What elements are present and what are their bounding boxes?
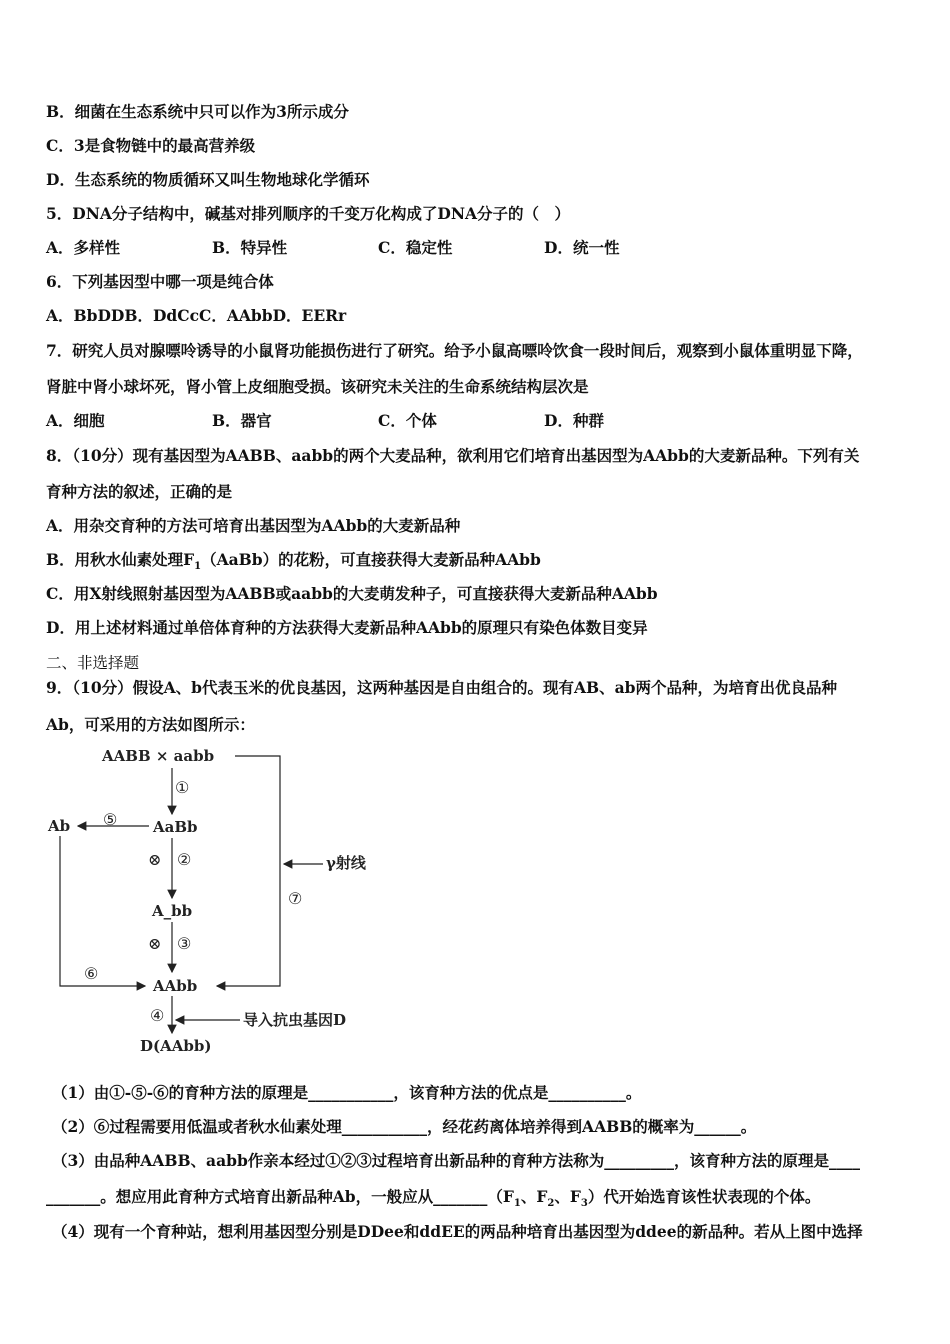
q9-sub1: （1）由①-⑤-⑥的育种方法的原理是___________，该育种方法的优点是__________。	[52, 1083, 642, 1102]
q5-option-c: C．稳定性	[378, 238, 453, 257]
step-4: ④	[150, 1006, 165, 1025]
gamma-ray-label: γ射线	[326, 854, 366, 872]
q4-option-c: C．3是食物链中的最高营养级	[46, 136, 256, 155]
q5-stem: 5．DNA分子结构中，碱基对排列顺序的千变万化构成了DNA分子的（ ）	[46, 204, 571, 223]
step-6: ⑥	[84, 964, 99, 983]
final-label: D(AAbb)	[140, 1037, 212, 1055]
q6-stem: 6．下列基因型中哪一项是纯合体	[46, 272, 274, 291]
q6-options: A．BbDDB．DdCcC．AAbbD．EERr	[46, 306, 347, 325]
q7-option-c: C．个体	[378, 411, 437, 430]
q9-sub4: （4）现有一个育种站，想利用基因型分别是DDee和ddEE的两品种培育出基因型为ddee的新品种。若从上图中选择	[52, 1222, 863, 1241]
q7-option-b: B．器官	[212, 411, 272, 430]
step-1: ①	[175, 778, 190, 797]
step-5: ⑤	[103, 810, 118, 829]
q8-option-b: B．用秋水仙素处理$F_1(AaBb)$的花粉，可直接获得大麦新品种AAbb	[46, 550, 541, 573]
q8-option-c: C．用X射线照射基因型为AABB或aabb的大麦萌发种子，可直接获得大麦新品种AAbb	[46, 584, 658, 603]
q8-stem-line2: 育种方法的叙述，正确的是	[46, 482, 233, 501]
q9-stem-line2: Ab，可采用的方法如图所示：	[46, 715, 255, 734]
insert-gene-label: 导入抗虫基因D	[243, 1011, 347, 1029]
q5-option-d: D．统一性	[544, 238, 620, 257]
q7-stem-line2: 肾脏中肾小球坏死，肾小管上皮细胞受损。该研究未关注的生命系统结构层次是	[46, 377, 589, 396]
q8-option-a: A．用杂交育种的方法可培育出基因型为AAbb的大麦新品种	[46, 516, 461, 535]
step-7: ⑦	[288, 889, 303, 908]
q7-stem-line1: 7．研究人员对腺嘌呤诱导的小鼠肾功能损伤进行了研究。给予小鼠高嘌呤饮食一段时间后，观察到小鼠体重明显下降，	[46, 341, 863, 360]
f1-label: AaBb	[153, 818, 198, 836]
q8-stem-line1: 8．（10分）现有基因型为AABB、aabb的两个大麦品种，欲利用它们培育出基因型为AAbb的大麦新品种。下列有关	[46, 446, 860, 465]
step-2: ②	[177, 850, 192, 869]
section-heading: 二、非选择题	[46, 654, 140, 672]
breeding-diagram	[40, 740, 400, 1060]
self-symbol-2: ⊗	[148, 934, 162, 953]
q7-option-a: A．细胞	[46, 411, 105, 430]
step-3: ③	[177, 934, 192, 953]
q4-option-d: D．生态系统的物质循环又叫生物地球化学循环	[46, 170, 370, 189]
q5-options	[46, 238, 920, 258]
arrow-step-6	[60, 836, 145, 986]
q4-option-b: B．细菌在生态系统中只可以作为3所示成分	[46, 102, 349, 121]
self-symbol-1: ⊗	[148, 850, 162, 869]
q5-option-a: A．多样性	[46, 238, 121, 257]
a-bb-label: A_bb	[152, 902, 193, 920]
arrow-step-7	[217, 756, 280, 986]
ab-label: Ab	[48, 817, 71, 835]
q9-sub2: （2）⑥过程需要用低温或者秋水仙素处理___________，经花药离体培养得到AABB的概率为______。	[52, 1117, 757, 1136]
q7-options	[46, 411, 920, 431]
q9-sub3-line1: （3）由品种AABB、aabb作亲本经过①②③过程培育出新品种的育种方法称为_________，该育种方法的原理是____	[52, 1151, 861, 1170]
q9-sub3-line2: _______。想应用此育种方式培育出新品种Ab，一般应从$\_\_\_\_\_\_\_(F_1$、$F_2$、$F_3$）代开始选育该性状表现的个体。	[46, 1187, 821, 1210]
parents-label: AABB × aabb	[102, 747, 215, 765]
q8-option-d: D．用上述材料通过单倍体育种的方法获得大麦新品种AAbb的原理只有染色体数目变异	[46, 618, 648, 637]
aabb-target-label: AAbb	[153, 977, 198, 995]
q5-option-b: B．特异性	[212, 238, 288, 257]
q9-stem-line1: 9．（10分）假设A、b代表玉米的优良基因，这两种基因是自由组合的。现有AB、ab两个品种，为培育出优良品种	[46, 678, 837, 697]
q7-option-d: D．种群	[544, 411, 604, 430]
